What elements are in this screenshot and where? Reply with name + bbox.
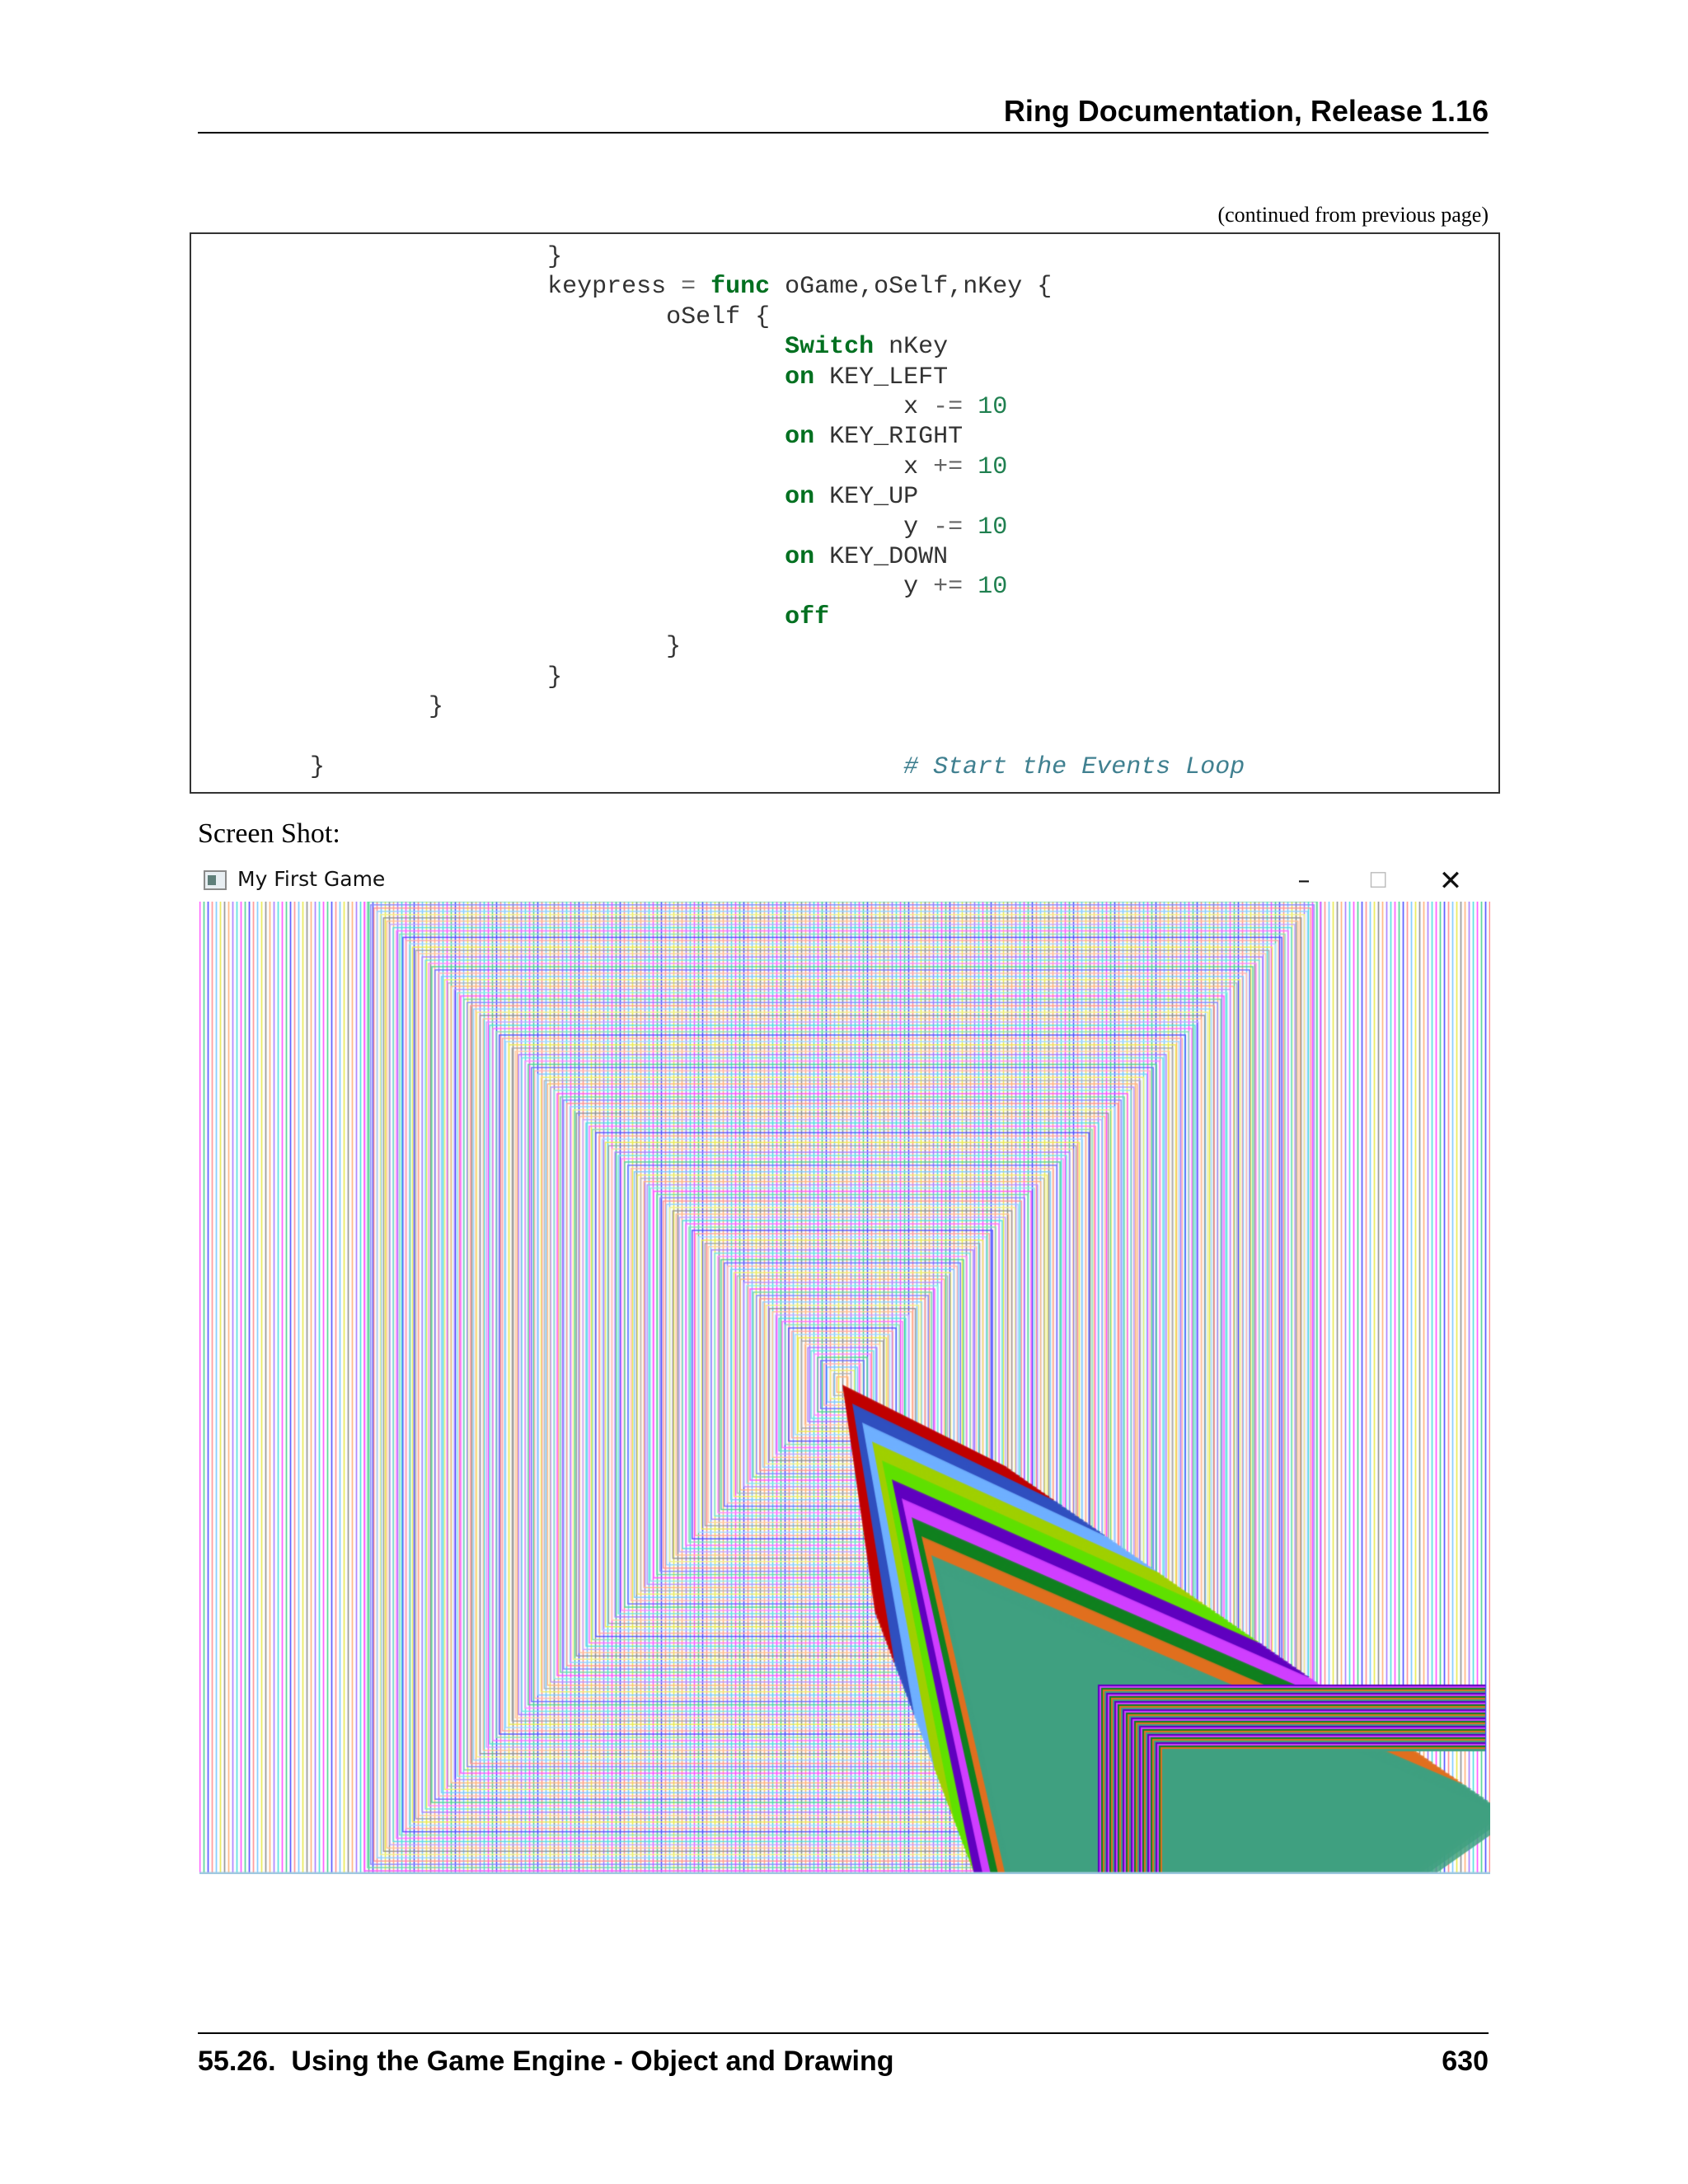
code-token: } bbox=[429, 693, 444, 721]
minimize-button[interactable]: – bbox=[1297, 866, 1311, 895]
code-token: nKey bbox=[874, 333, 949, 362]
code-token bbox=[963, 393, 978, 421]
code-line bbox=[191, 572, 1007, 602]
code-token: -= bbox=[933, 513, 964, 541]
window-titlebar[interactable] bbox=[199, 860, 1490, 902]
code-line bbox=[191, 392, 1007, 422]
code-line bbox=[191, 752, 1245, 782]
code-line bbox=[191, 632, 681, 662]
code-token: on bbox=[785, 543, 815, 571]
code-line bbox=[191, 542, 948, 572]
code-token: KEY_UP bbox=[814, 483, 919, 512]
code-token: } bbox=[547, 243, 563, 271]
code-line bbox=[191, 302, 770, 332]
continued-note: (continued from previous page) bbox=[1217, 203, 1489, 227]
close-button[interactable]: ✕ bbox=[1438, 865, 1463, 898]
code-token: += bbox=[933, 573, 964, 602]
code-token: 10 bbox=[978, 393, 1008, 421]
code-token: keypress bbox=[547, 273, 682, 302]
code-line bbox=[191, 602, 829, 632]
code-token: } bbox=[310, 752, 904, 781]
maximize-button[interactable]: ☐ bbox=[1368, 869, 1388, 893]
code-token: oGame,oSelf,nKey { bbox=[770, 273, 1053, 302]
code-line bbox=[191, 272, 1052, 302]
code-token: KEY_LEFT bbox=[814, 363, 949, 391]
code-line bbox=[191, 692, 443, 722]
screenshot-label: Screen Shot: bbox=[198, 818, 340, 849]
code-line bbox=[191, 242, 562, 272]
code-token: oSelf { bbox=[666, 302, 771, 331]
code-token: on bbox=[785, 423, 815, 452]
code-token: func bbox=[710, 273, 771, 302]
code-token: 10 bbox=[978, 573, 1008, 602]
window-title: My First Game bbox=[237, 867, 386, 891]
code-token: x bbox=[903, 452, 934, 481]
code-token: } bbox=[666, 633, 682, 662]
game-canvas[interactable] bbox=[199, 902, 1490, 1874]
code-token: 10 bbox=[978, 513, 1008, 541]
code-token: = bbox=[681, 273, 696, 302]
code-token: on bbox=[785, 483, 815, 512]
code-token: } bbox=[547, 663, 563, 691]
code-line bbox=[191, 363, 948, 392]
code-token: on bbox=[785, 363, 815, 391]
code-token: y bbox=[903, 573, 934, 602]
code-token: # Start the Events Loop bbox=[903, 752, 1245, 781]
page-number: 630 bbox=[1442, 2046, 1489, 2077]
game-window bbox=[199, 860, 1490, 1874]
code-line bbox=[191, 332, 948, 362]
code-token: x bbox=[903, 393, 934, 421]
code-line bbox=[191, 482, 918, 512]
code-token bbox=[963, 513, 978, 541]
code-token: y bbox=[903, 513, 934, 541]
code-token: KEY_DOWN bbox=[814, 543, 949, 571]
code-token: KEY_RIGHT bbox=[814, 423, 964, 452]
code-line bbox=[191, 452, 1007, 482]
code-token bbox=[696, 273, 710, 301]
code-line bbox=[191, 513, 1007, 542]
code-token: 10 bbox=[978, 452, 1008, 481]
code-token: off bbox=[785, 602, 830, 631]
code-token: Switch bbox=[785, 333, 874, 362]
document-title: Ring Documentation, Release 1.16 bbox=[1003, 94, 1489, 128]
footer-section-title: 55.26. Using the Game Engine - Object and Drawing bbox=[198, 2046, 894, 2077]
page-footer bbox=[198, 2032, 1489, 2077]
page-header bbox=[198, 89, 1489, 134]
code-line bbox=[191, 663, 562, 692]
code-token bbox=[963, 573, 978, 601]
code-token bbox=[963, 453, 978, 481]
app-icon bbox=[204, 870, 227, 890]
code-line bbox=[191, 422, 963, 452]
code-token: -= bbox=[933, 393, 964, 421]
code-block bbox=[190, 232, 1500, 794]
code-token: += bbox=[933, 452, 964, 481]
